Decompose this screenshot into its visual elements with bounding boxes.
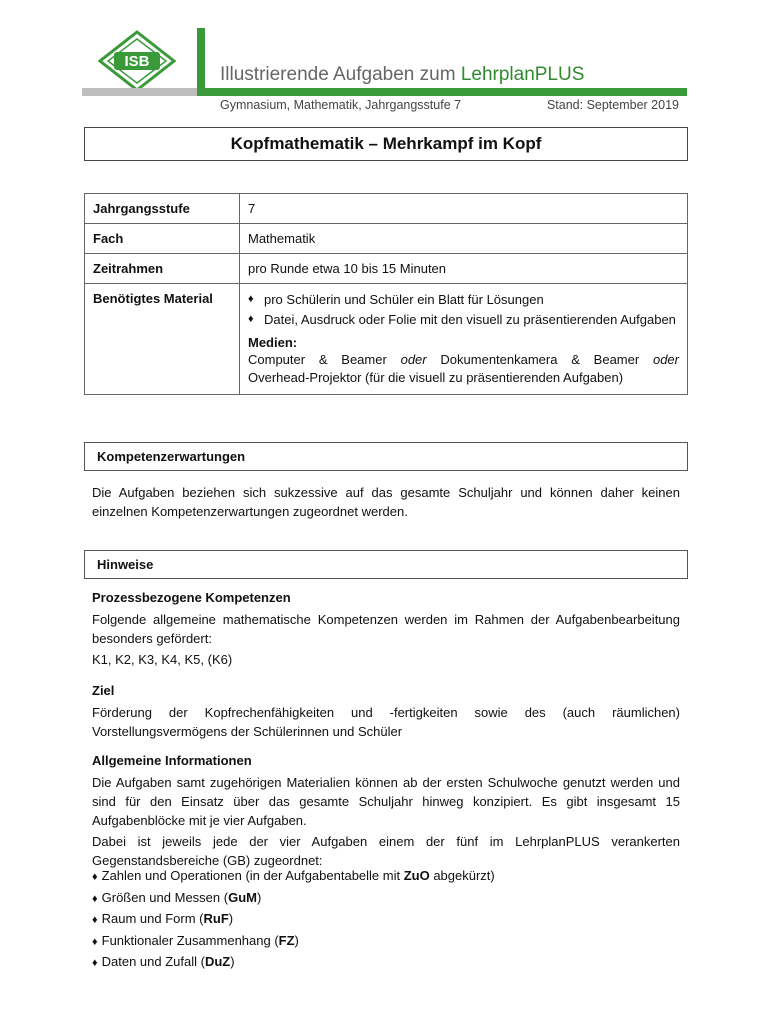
list-item: ♦ Größen und Messen (GuM) [92, 889, 262, 905]
diamond-bullet-icon: ♦ [92, 957, 98, 969]
document-title: Kopfmathematik – Mehrkampf im Kopf [84, 127, 688, 161]
section-heading-kompetenz: Kompetenzerwartungen [84, 442, 688, 471]
list-item: ♦ Funktionaler Zusammenhang (FZ) [92, 932, 299, 948]
medien-label: Medien: [248, 335, 298, 350]
diamond-bullet-icon: ♦ [92, 914, 98, 926]
diamond-bullet-icon: ♦ [92, 892, 98, 905]
table-row [85, 254, 688, 284]
header-vertical-bar [197, 28, 205, 96]
table-row [85, 224, 688, 254]
medien-line: Computer & Beamer oder Dokumentenkamera & Beamer oder [248, 352, 679, 367]
header-grey-bar [82, 88, 200, 96]
isb-logo [98, 30, 176, 92]
row-key: Zeitrahmen [85, 254, 240, 284]
medien-line-2: Overhead-Projektor (für die visuell zu präsentierenden Aufgaben) [248, 370, 624, 385]
table-row [85, 194, 688, 224]
row-key: Benötigtes Material [85, 284, 240, 395]
diamond-bullet-icon: ♦ [92, 935, 98, 948]
list-item: ♦ Datei, Ausdruck oder Folie mit den visuell zu präsentierenden Aufgaben [248, 312, 676, 327]
list-item: ♦ pro Schülerin und Schüler ein Blatt für Lösungen [248, 292, 544, 307]
diamond-bullet-icon: ♦ [92, 871, 98, 883]
header-subline: Gymnasium, Mathematik, Jahrgangsstufe 7 [220, 98, 462, 112]
list-item: ♦ Daten und Zufall (DuZ) [92, 954, 235, 969]
kompetenz-text: Die Aufgaben beziehen sich sukzessive auf das gesamte Schuljahr und können daher keinen einzelnen Kompetenzerwartungen zugeordnet werden. [92, 485, 680, 519]
header-brand: LehrplanPLUS [460, 64, 585, 85]
row-value: 7 [240, 194, 688, 224]
row-value: pro Runde etwa 10 bis 15 Minuten [240, 254, 688, 284]
ziel-text: Förderung der Kopfrechenfähigkeiten und -fertigkeiten sowie des (auch räumlichen) Vorstellungsvermögens der Schülerinnen und Schüler [92, 705, 680, 739]
prozess-text: Folgende allgemeine mathematische Kompetenzen werden im Rahmen der Aufgabenbearbeitung besonders gefördert: [92, 612, 680, 646]
row-key: Jahrgangsstufe [85, 194, 240, 224]
list-item: ♦ Raum und Form (RuF) [92, 911, 234, 926]
row-key: Fach [85, 224, 240, 254]
section-heading-hinweise: Hinweise [84, 550, 688, 579]
allg-text-2: Dabei ist jeweils jede der vier Aufgaben einem der fünf im LehrplanPLUS verankerten Gegenstandsbereiche (GB) zugeordnet: [92, 834, 680, 868]
gb-list [92, 866, 680, 974]
allg-heading: Allgemeine Informationen [92, 753, 252, 768]
list-item: ♦ Zahlen und Operationen (in der Aufgabentabelle mit ZuO abgekürzt) [92, 868, 495, 883]
row-value: Mathematik [240, 224, 688, 254]
table-row [85, 284, 688, 395]
logo-text: ISB [124, 53, 150, 70]
prozess-heading: Prozessbezogene Kompetenzen [92, 590, 291, 605]
diamond-bullet-icon: ♦ [248, 293, 254, 305]
prozess-list: K1, K2, K3, K4, K5, (K6) [92, 652, 233, 667]
info-table [84, 193, 688, 395]
allg-text-1: Die Aufgaben samt zugehörigen Materialien können ab der ersten Schulwoche genutzt werden und sind für den Einsatz über das gesamte Schuljahr hinweg konzipiert. Es gibt insgesamt 15 Aufgabenblöcke mit je vier Aufgaben. [92, 775, 680, 828]
diamond-bullet-icon: ♦ [248, 313, 254, 325]
ziel-heading: Ziel [92, 683, 115, 698]
header-title: Illustrierende Aufgaben zum LehrplanPLUS [220, 64, 585, 85]
header-stand: Stand: September 2019 [546, 98, 679, 112]
header-green-bar [197, 88, 687, 96]
material-cell [240, 284, 688, 395]
material-list [248, 291, 679, 328]
